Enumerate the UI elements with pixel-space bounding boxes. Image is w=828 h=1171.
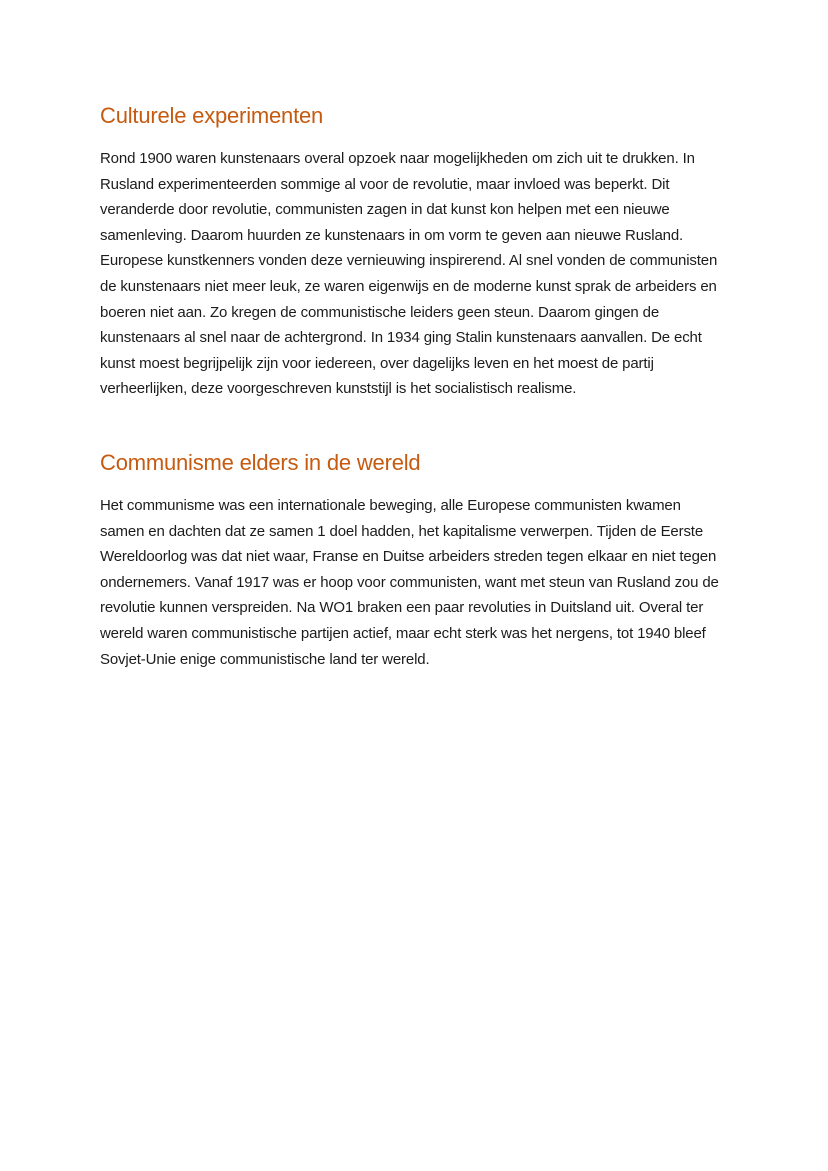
section-heading: Culturele experimenten	[100, 103, 324, 128]
section-communisme-elders	[100, 447, 728, 672]
section-paragraph: Het communisme was een internationale beweging, alle Europese communisten kwamen samen en dachten dat ze samen 1 doel hadden, het kapitalisme verwerpen. Tijden de Eerste Wereldoorlog was dat niet waar, Franse en Duitse arbeiders streden tegen elkaar en niet tegen ondernemers. Vanaf 1917 was er hoop voor communisten, want met steun van Rusland zou de revolutie kunnen verspreiden. Na WO1 braken een paar revoluties in Duitsland uit. Overal ter wereld waren communistische partijen actief, maar echt sterk was het nergens, tot 1940 bleef Sovjet-Unie enige communistische land ter wereld.	[100, 496, 719, 668]
document-content	[100, 100, 728, 672]
section-culturele-experimenten	[100, 100, 728, 402]
section-heading: Communisme elders in de wereld	[100, 449, 421, 475]
section-paragraph: Rond 1900 waren kunstenaars overal opzoek naar mogelijkheden om zich uit te drukken. In Rusland experimenteerden sommige al voor de revolutie, maar invloed was beperkt. Dit veranderde door revolutie, communisten zagen in dat kunst kon helpen met een nieuwe samenleving. Daarom huurden ze kunstenaars in om vorm te geven aan nieuwe Rusland. Europese kunstkenners vonden deze vernieuwing inspirerend. Al snel vonden de communisten de kunstenaars niet meer leuk, ze waren eigenwijs en de moderne kunst sprak de arbeiders en boeren niet aan. Zo kregen de communistische leiders geen steun. Daarom gingen de kunstenaars al snel naar de achtergrond. In 1934 ging Stalin kunstenaars aanvallen. De echt kunst moest begrijpelijk zijn voor iedereen, over dagelijks leven en het moest de partij verheerlijken, deze voorgeschreven kunststijl is het socialistisch realisme.	[100, 150, 718, 398]
